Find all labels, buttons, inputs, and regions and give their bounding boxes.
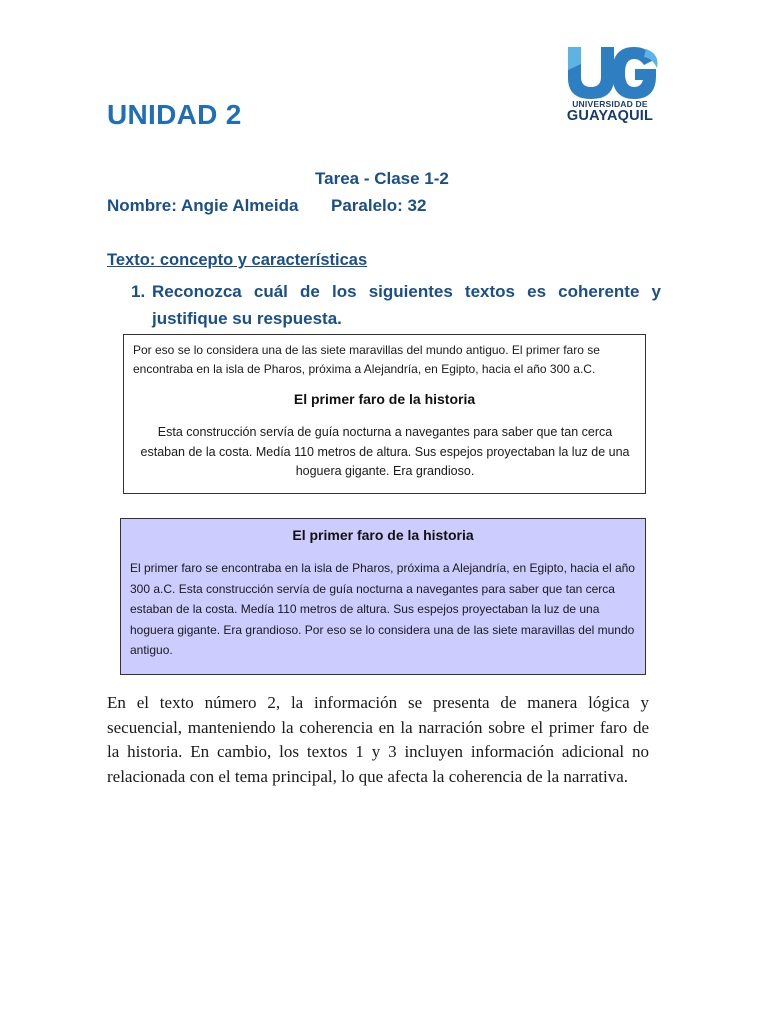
student-name: Nombre: Angie Almeida xyxy=(107,196,299,215)
paralelo: Paralelo: 32 xyxy=(331,196,427,215)
text-1-heading: El primer faro de la historia xyxy=(293,391,476,407)
ug-logo-icon xyxy=(556,44,666,102)
section-heading: Texto: concepto y características xyxy=(107,251,368,269)
question-number: 1. xyxy=(131,282,146,301)
text-1-body: Esta construcción servía de guía nocturna a navegantes para saber que tan cerca estaban de la costa. Medía 110 metros de altura. Sus espejos proyectaban la luz de una hoguera gigante. Era grandioso. xyxy=(140,425,630,478)
text-2-heading: El primer faro de la historia xyxy=(292,527,474,543)
text-2-body: El primer faro se encontraba en la isla de Pharos, próxima a Alejandría, en Egipto, hacia el año 300 a.C. Esta construcción servía de guía nocturna a navegantes para saber que tan cerca estaban de la costa. Medía 110 metros de altura. Sus espejos proyectaban la luz de una hoguera gigante. Era grandioso. Por eso se lo considera una de las siete maravillas del mundo antiguo. xyxy=(130,561,635,657)
university-logo xyxy=(556,44,666,128)
answer-paragraph: En el texto número 2, la información se presenta de manera lógica y secuencial, manteniendo la coherencia en la narración sobre el primer faro de la historia. En cambio, los textos 1 y 3 incluyen información adicional no relacionada con el tema principal, lo que afecta la coherencia de la narrativa. xyxy=(107,693,649,786)
question-text: Reconozca cuál de los siguientes textos es coherente y justifique su respuesta. xyxy=(152,282,661,328)
text-box-1 xyxy=(123,334,646,494)
student-line xyxy=(107,196,427,216)
page-title: UNIDAD 2 xyxy=(107,99,242,130)
text-box-2 xyxy=(120,518,646,675)
task-title: Tarea - Clase 1-2 xyxy=(315,169,449,188)
logo-city-line: GUAYAQUIL xyxy=(566,108,654,124)
text-1-intro: Por eso se lo considera una de las siete maravillas del mundo antiguo. El primer faro se encontraba en la isla de Pharos, próxima a Alejandría, en Egipto, hacia el año 300 a.C. xyxy=(133,343,600,376)
question xyxy=(131,278,661,332)
logo-university-line: UNIVERSIDAD DE xyxy=(572,99,648,109)
